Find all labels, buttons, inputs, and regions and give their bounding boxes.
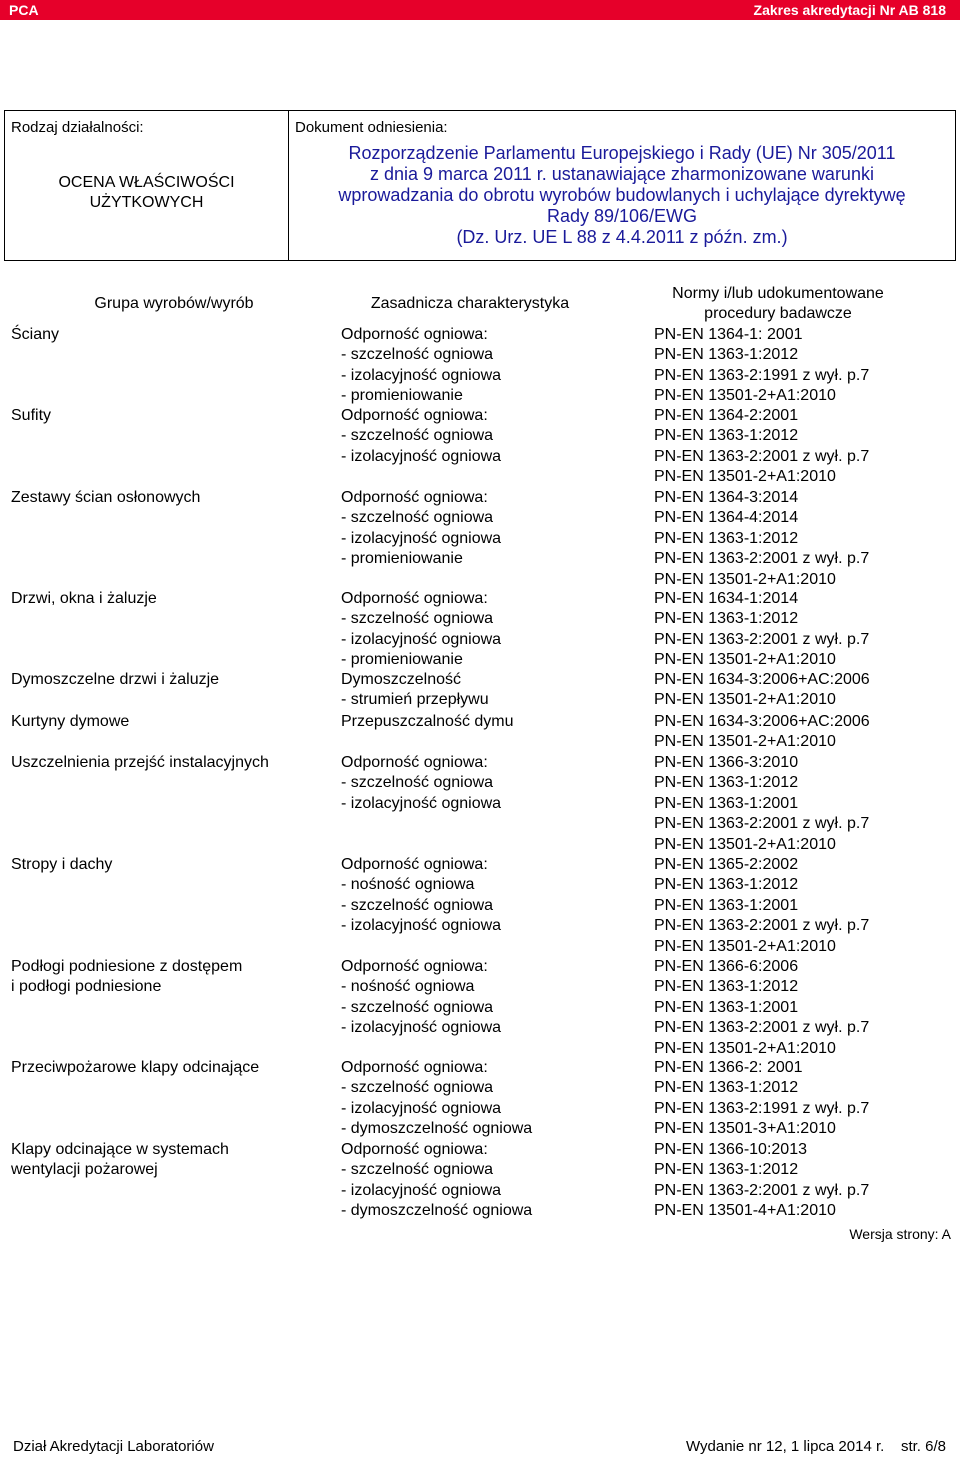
characteristic-line: - promieniowanie [341,651,463,669]
standards-line: PN-EN 1363-1:2001 [654,998,799,1016]
characteristic-line: - dymoszczelność ogniowa [341,1202,533,1220]
product-group-cell [11,753,326,773]
characteristic-line: - izolacyjność ogniowa [341,529,502,547]
standards-line: PN-EN 1363-2:2001 z wył. p.7 [654,550,870,568]
standards-cell [654,488,954,590]
product-group-cell [11,670,326,690]
characteristic-line: - izolacyjność ogniowa [341,794,502,812]
activity-line: OCENA WŁAŚCIWOŚCI [58,174,235,191]
characteristic-line: - izolacyjność ogniowa [341,447,502,465]
column-header-group: Grupa wyrobów/wyrób [94,295,254,312]
characteristic-line: - dymoszczelność ogniowa [341,1120,533,1138]
standards-cell [654,589,954,671]
product-group-cell [11,957,326,998]
standards-line: PN-EN 1363-2:2001 z wył. p.7 [654,917,870,935]
reference-doc-line: Rady 89/106/EWG [546,206,698,226]
characteristic-line: - szczelność ogniowa [341,896,494,914]
product-group-cell [11,325,326,345]
standards-line: PN-EN 1363-1:2001 [654,896,799,914]
product-group-line: Drzwi, okna i żaluzje [11,590,157,607]
standards-cell [654,670,954,711]
standards-line: PN-EN 1363-1:2012 [654,529,799,547]
product-group-cell [11,488,326,508]
standards-line: PN-EN 13501-2+A1:2010 [654,835,836,853]
characteristic-cell [341,589,641,671]
top-bar [0,0,960,20]
reference-doc-line: z dnia 9 marca 2011 r. ustanawiające zharmonizowane warunki [370,164,874,184]
characteristic-line: - izolacyjność ogniowa [341,630,502,648]
characteristic-line: - izolacyjność ogniowa [341,1099,502,1117]
standards-line: PN-EN 1366-2: 2001 [654,1059,803,1076]
characteristic-line: - promieniowanie [341,387,463,405]
standards-line: PN-EN 1363-2:1991 z wył. p.7 [654,366,870,384]
characteristic-cell [341,712,641,732]
characteristic-line: - promieniowanie [341,550,463,568]
standards-line: PN-EN 1364-2:2001 [654,407,799,424]
product-group-cell [11,855,326,875]
reference-doc-line: wprowadzania do obrotu wyrobów budowlanych i uchylające dyrektywę [338,185,906,205]
characteristic-cell [341,325,641,407]
product-group-line: Przeciwpożarowe klapy odcinające [11,1059,260,1076]
characteristic-line: Odporność ogniowa: [341,1059,488,1076]
standards-line: PN-EN 1363-1:2012 [654,978,799,996]
reference-doc-cell [289,111,955,260]
characteristic-cell [341,1058,641,1140]
characteristic-line: - szczelność ogniowa [341,1161,494,1179]
product-group-cell [11,1058,326,1078]
characteristic-cell [341,406,641,467]
standards-line: PN-EN 1363-1:2012 [654,1161,799,1179]
characteristic-cell [341,670,641,711]
standards-line: PN-EN 1363-2:2001 z wył. p.7 [654,815,870,833]
org-abbreviation: PCA [9,2,39,18]
standards-cell [654,855,954,957]
characteristic-line: Odporność ogniowa: [341,407,488,424]
standards-line: PN-EN 13501-2+A1:2010 [654,570,836,588]
standards-line: PN-EN 1363-1:2012 [654,876,799,894]
product-group-line: wentylacji pożarowej [11,1161,158,1179]
characteristic-line: Odporność ogniowa: [341,754,488,771]
standards-line: PN-EN 13501-2+A1:2010 [654,468,836,486]
characteristic-line: - izolacyjność ogniowa [341,1019,502,1037]
standards-line: PN-EN 13501-2+A1:2010 [654,651,836,669]
standards-line: PN-EN 1366-10:2013 [654,1141,807,1158]
characteristic-cell [341,488,641,570]
standards-line: PN-EN 1363-1:2012 [654,774,799,792]
standards-line: PN-EN 1365-2:2002 [654,856,799,873]
standards-line: PN-EN 13501-2+A1:2010 [654,1039,836,1057]
standards-line: PN-EN 13501-4+A1:2010 [654,1202,836,1220]
standards-line: PN-EN 1363-2:2001 z wył. p.7 [654,630,870,648]
standards-line: PN-EN 1363-2:2001 z wył. p.7 [654,447,870,465]
characteristic-line: - szczelność ogniowa [341,1079,494,1097]
activity-line: UŻYTKOWYCH [89,194,204,211]
characteristic-line: Odporność ogniowa: [341,590,488,607]
product-group-line: Kurtyny dymowe [11,713,130,730]
standards-line: PN-EN 13501-2+A1:2010 [654,937,836,955]
product-group-cell [11,1140,326,1181]
characteristic-line: - szczelność ogniowa [341,509,494,527]
standards-line: PN-EN 13501-2+A1:2010 [654,733,836,751]
product-group-line: Stropy i dachy [11,856,113,873]
product-group-cell [11,589,326,609]
reference-doc-label: Dokument odniesienia: [295,119,448,136]
reference-doc-line: Rozporządzenie Parlamentu Europejskiego i Rady (UE) Nr 305/2011 [348,143,896,163]
column-header-standards-line: procedury badawcze [704,305,852,322]
activity-value [5,173,288,213]
standards-line: PN-EN 1634-3:2006+AC:2006 [654,671,870,688]
column-header-standards [646,284,910,324]
footer-edition: Wydanie nr 12, 1 lipca 2014 r. str. 6/8 [685,1438,946,1455]
characteristic-cell [341,855,641,937]
reference-doc-line: (Dz. Urz. UE L 88 z 4.4.2011 z późn. zm.) [456,227,788,247]
characteristic-line: - szczelność ogniowa [341,998,494,1016]
standards-line: PN-EN 1363-2:1991 z wył. p.7 [654,1099,870,1117]
characteristic-line: Odporność ogniowa: [341,326,488,343]
page-version: Wersja strony: A [849,1226,951,1242]
product-group-line: Sufity [11,407,52,424]
characteristic-line: - izolacyjność ogniowa [341,1181,502,1199]
column-header-characteristic: Zasadnicza charakterystyka [370,295,570,312]
standards-line: PN-EN 13501-2+A1:2010 [654,387,836,405]
standards-line: PN-EN 13501-2+A1:2010 [654,691,836,709]
characteristic-cell [341,753,641,814]
characteristic-cell [341,957,641,1039]
document-title: Zakres akredytacji Nr AB 818 [753,2,946,18]
characteristic-line: - izolacyjność ogniowa [341,366,502,384]
standards-cell [654,1058,954,1140]
product-group-cell [11,712,326,732]
standards-line: PN-EN 1363-1:2012 [654,610,799,628]
standards-cell [654,406,954,488]
reference-doc-value [289,143,955,248]
product-group-line: Uszczelnienia przejść instalacyjnych [11,754,269,771]
standards-line: PN-EN 1363-2:2001 z wył. p.7 [654,1019,870,1037]
standards-line: PN-EN 1364-4:2014 [654,509,799,527]
standards-line: PN-EN 1363-1:2012 [654,346,799,364]
characteristic-line: - szczelność ogniowa [341,774,494,792]
standards-cell [654,753,954,855]
activity-label: Rodzaj działalności: [11,119,144,136]
characteristic-line: Odporność ogniowa: [341,1141,488,1158]
standards-line: PN-EN 13501-3+A1:2010 [654,1120,836,1138]
characteristic-cell [341,1140,641,1222]
standards-line: PN-EN 1363-2:2001 z wył. p.7 [654,1181,870,1199]
standards-line: PN-EN 1363-1:2012 [654,427,799,445]
product-group-line: Dymoszczelne drzwi i żaluzje [11,671,220,688]
product-group-line: Ściany [11,326,60,343]
product-group-line: i podłogi podniesione [11,978,162,996]
header-box [4,110,956,261]
characteristic-line: - szczelność ogniowa [341,610,494,628]
characteristic-line: - nośność ogniowa [341,978,475,996]
characteristic-line: Odporność ogniowa: [341,856,488,873]
characteristic-line: Przepuszczalność dymu [341,713,514,730]
standards-line: PN-EN 1364-1: 2001 [654,326,803,343]
characteristic-line: - strumień przepływu [341,691,489,709]
standards-line: PN-EN 1364-3:2014 [654,489,799,506]
standards-cell [654,957,954,1059]
characteristic-line: - nośność ogniowa [341,876,475,894]
standards-cell [654,712,954,753]
standards-line: PN-EN 1366-6:2006 [654,958,799,975]
characteristic-line: - szczelność ogniowa [341,346,494,364]
standards-line: PN-EN 1634-3:2006+AC:2006 [654,713,870,730]
standards-line: PN-EN 1366-3:2010 [654,754,799,771]
activity-cell [5,111,289,260]
characteristic-line: Odporność ogniowa: [341,489,488,506]
characteristic-line: - szczelność ogniowa [341,427,494,445]
standards-line: PN-EN 1363-1:2012 [654,1079,799,1097]
characteristic-line: Dymoszczelność [341,671,462,688]
standards-cell [654,1140,954,1222]
characteristic-line: Odporność ogniowa: [341,958,488,975]
footer-department: Dział Akredytacji Laboratoriów [13,1438,214,1455]
product-group-cell [11,406,326,426]
standards-line: PN-EN 1634-1:2014 [654,590,799,607]
product-group-line: Klapy odcinające w systemach [11,1141,229,1158]
product-group-line: Podłogi podniesione z dostępem [11,958,243,975]
column-header-standards-line: Normy i/lub udokumentowane [672,285,884,302]
standards-cell [654,325,954,407]
standards-line: PN-EN 1363-1:2001 [654,794,799,812]
characteristic-line: - izolacyjność ogniowa [341,917,502,935]
product-group-line: Zestawy ścian osłonowych [11,489,201,506]
